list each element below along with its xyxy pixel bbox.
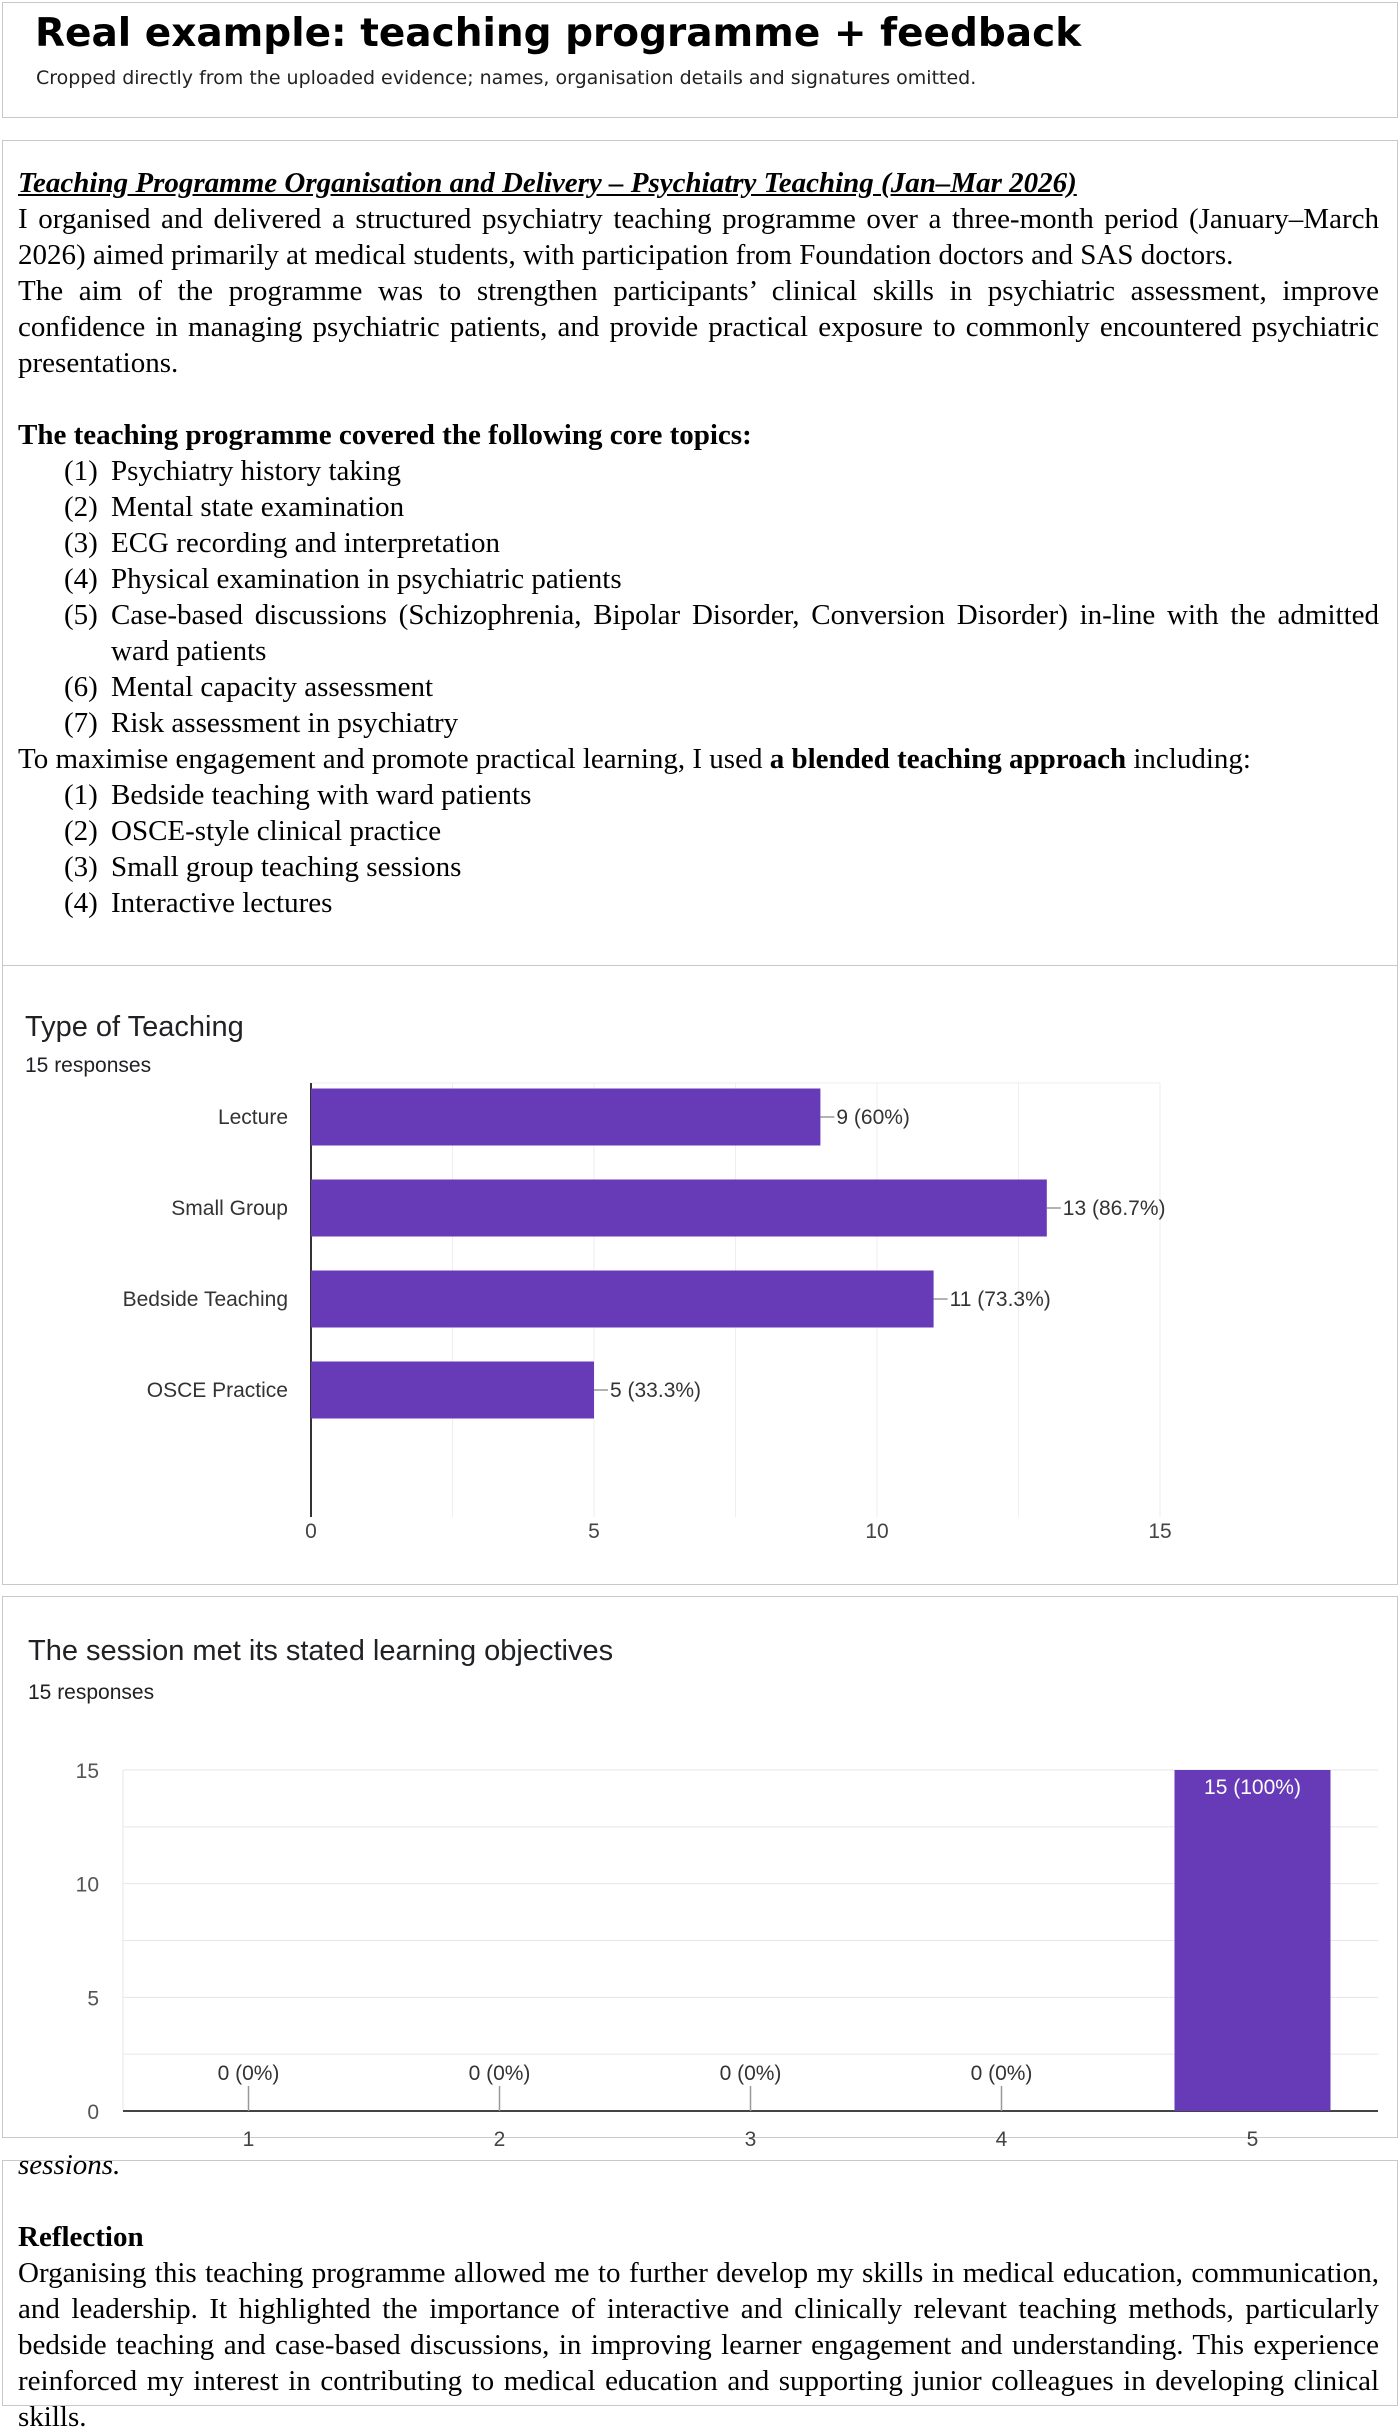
- data-label: 9 (60%): [836, 1106, 910, 1129]
- list-item: (3) Small group teaching sessions: [64, 851, 462, 883]
- document-body: [18, 165, 1379, 921]
- chart-title: Type of Teaching: [25, 1011, 244, 1043]
- reflection-paragraph: Organising this teaching programme allowed me to further develop my skills in medical education, communication, and leadership. It highlighted the importance of interactive and clinically relevant teaching methods, particularly bedside teaching and case-based discussions, in improving learner engagement and understanding. This experience reinforced my interest in contributing to medical education and supporting junior colleagues in developing clinical skills.: [18, 2257, 1380, 2433]
- list-item: (7) Risk assessment in psychiatry: [64, 707, 459, 739]
- page-subtitle: Cropped directly from the uploaded evidence; names, organisation details and signatures omitted.: [36, 67, 977, 89]
- y-tick-label: 0: [87, 2101, 99, 2124]
- y-tick-label: 15: [75, 1760, 99, 1783]
- x-tick-label: 10: [865, 1520, 889, 1543]
- data-label: 0 (0%): [468, 2062, 531, 2085]
- type-of-teaching-plot: [3, 966, 1399, 1586]
- bar: [1175, 1770, 1331, 2111]
- reflection-heading: Reflection: [18, 2221, 144, 2253]
- y-tick-label: 5: [87, 1987, 99, 2011]
- list-item: (6) Mental capacity assessment: [64, 671, 434, 703]
- learning-objectives-plot: [3, 1597, 1399, 2151]
- data-label: 15 (100%): [1204, 1776, 1301, 1799]
- list-item: (4) Physical examination in psychiatric patients: [64, 563, 622, 595]
- chart-type-of-teaching: [2, 965, 1398, 1585]
- chart-learning-objectives: [2, 1596, 1398, 2151]
- x-tick-label: 3: [744, 2128, 757, 2151]
- category-label: Bedside Teaching: [122, 1288, 288, 1311]
- category-label: Small Group: [171, 1197, 288, 1220]
- list-item: (2) OSCE-style clinical practice: [64, 815, 442, 847]
- data-label: 13 (86.7%): [1062, 1197, 1166, 1220]
- bar: [311, 1180, 1047, 1237]
- list-item: (2) Mental state examination: [64, 491, 405, 523]
- x-tick-label: 0: [305, 1520, 317, 1543]
- data-label: 0 (0%): [217, 2062, 280, 2085]
- data-label: 11 (73.3%): [949, 1288, 1051, 1311]
- chart-subtitle: 15 responses: [25, 1054, 152, 1077]
- x-tick-label: 5: [588, 1520, 600, 1543]
- topics-list: [18, 453, 1379, 741]
- x-tick-label: 1: [242, 2128, 255, 2151]
- x-tick-label: 4: [995, 2128, 1008, 2151]
- category-label: Lecture: [217, 1106, 288, 1129]
- y-tick-label: 10: [75, 1873, 99, 1897]
- methods-list: [18, 777, 1379, 921]
- bar: [311, 1362, 594, 1419]
- bar: [311, 1271, 934, 1328]
- chart-title: The session met its stated learning objectives: [28, 1635, 614, 1667]
- list-item: (5) Case-based discussions (Schizophrenia, Bipolar Disorder, Conversion Disorder) in-line with the admitted ward patients: [64, 599, 1379, 667]
- header-panel: [2, 2, 1398, 118]
- page-title: Real example: teaching programme + feedback: [35, 11, 1082, 56]
- x-tick-label: 2: [493, 2128, 506, 2151]
- bar: [311, 1089, 820, 1146]
- document-excerpt-bottom: [2, 2149, 1398, 2433]
- data-label: 0 (0%): [970, 2062, 1033, 2085]
- topics-heading: The teaching programme covered the following core topics:: [18, 419, 752, 451]
- cut-text: sessions.: [18, 2149, 121, 2181]
- document-heading: Teaching Programme Organisation and Delivery – Psychiatry Teaching (Jan–Mar 2026): [18, 167, 1077, 199]
- category-label: OSCE Practice: [146, 1379, 288, 1402]
- x-tick-label: 5: [1246, 2128, 1259, 2151]
- x-tick-label: 15: [1148, 1520, 1172, 1543]
- list-item: (1) Bedside teaching with ward patients: [64, 779, 532, 811]
- data-label: 5 (33.3%): [610, 1379, 702, 1402]
- reflection-body: [18, 2147, 1379, 2435]
- approach-paragraph: To maximise engagement and promote practical learning, I used a blended teaching approach including:: [18, 743, 1251, 775]
- chart-subtitle: 15 responses: [28, 1681, 155, 1704]
- intro-paragraph: I organised and delivered a structured psychiatry teaching programme over a three-month period (January–March 2026) aimed primarily at medical students, with participation from Foundation doctors and SAS doctors.: [18, 203, 1379, 271]
- list-item: (1) Psychiatry history taking: [64, 455, 401, 487]
- list-item: (4) Interactive lectures: [64, 887, 333, 919]
- list-item: (3) ECG recording and interpretation: [64, 527, 500, 559]
- data-label: 0 (0%): [719, 2062, 782, 2085]
- document-excerpt-top: [2, 140, 1398, 966]
- aim-paragraph: The aim of the programme was to strengthen participants’ clinical skills in psychiatric assessment, improve confidence in managing psychiatric patients, and provide practical exposure to commonly encountered psychiatric presentations.: [18, 275, 1379, 379]
